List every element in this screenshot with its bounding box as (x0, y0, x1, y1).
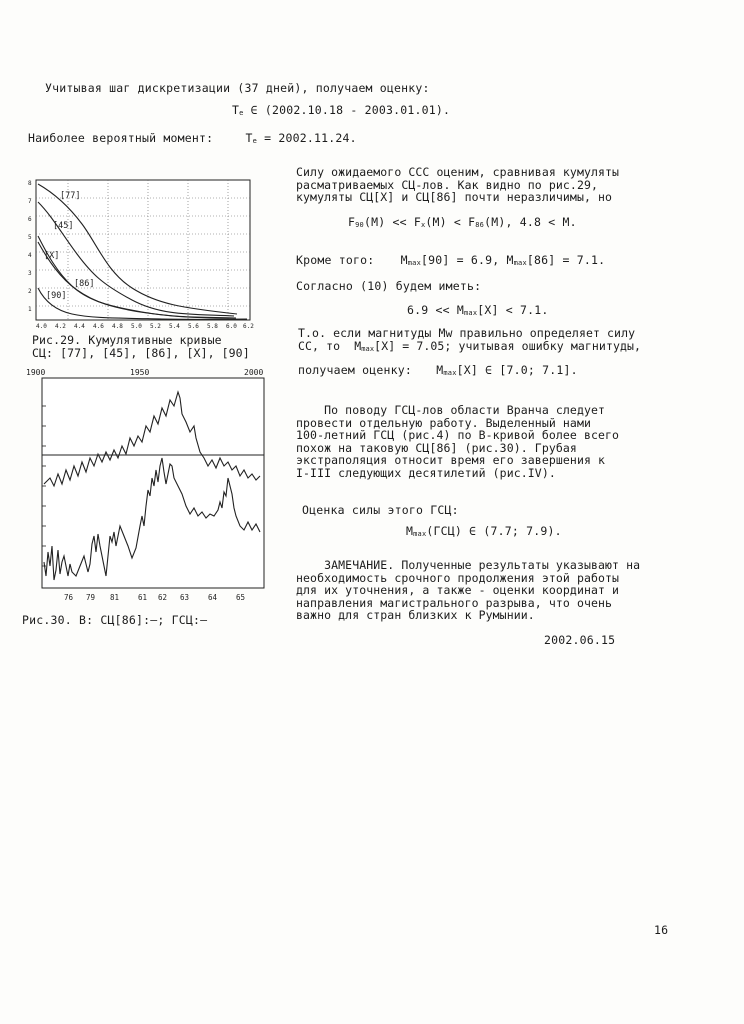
y-tick: 7 (28, 198, 32, 205)
fig29-x-ticks (36, 323, 254, 330)
eq1-sub-x: x (420, 221, 426, 229)
estimate-m: M (436, 363, 444, 377)
bottom-tick: 81 (110, 593, 120, 602)
curve-label-90: [90] (46, 291, 67, 301)
curve-label-x: [X] (44, 251, 60, 261)
x-tick: 5.0 (131, 323, 142, 330)
y-tick: 6 (28, 216, 32, 223)
eq1-mid: (M) << F (363, 215, 421, 229)
magnitude-paragraph (298, 327, 641, 355)
x-tick: 4.6 (93, 323, 104, 330)
x-tick: 5.8 (207, 323, 218, 330)
top-tick-1950: 1950 (130, 368, 150, 377)
curve-label-77: [77] (60, 191, 81, 201)
curve-label-45: [45] (53, 221, 74, 231)
y-tick: 5 (28, 234, 32, 241)
estimate-label: получаем оценку: (298, 363, 412, 377)
y-tick: 4 (28, 252, 32, 259)
estimate-line (298, 364, 578, 380)
mmax-sub-2: max (513, 259, 527, 267)
intro-line: Учитывая шаг дискретизации (37 дней), получаем оценку: (45, 81, 430, 95)
x-tick: 5.2 (150, 323, 161, 330)
most-probable-label: Наиболее вероятный момент: (28, 131, 214, 145)
eq1-sub-86: 86 (475, 221, 485, 229)
time-subscript-2: e (252, 137, 258, 145)
most-probable-line (28, 132, 357, 148)
time-symbol-2: T (245, 131, 253, 145)
eq2-sub: max (464, 309, 478, 317)
bottom-tick: 62 (158, 593, 168, 602)
bottom-tick: 79 (86, 593, 96, 602)
figure-29-cumulative-curves (22, 176, 254, 332)
besides-label: Кроме того: (296, 253, 375, 267)
y-tick: 3 (28, 270, 32, 277)
y-tick: 8 (28, 180, 32, 187)
x-tick: 4.8 (112, 323, 123, 330)
eq2-right: [X] < 7.1. (477, 303, 549, 317)
bottom-tick: 63 (180, 593, 190, 602)
time-symbol: T (232, 103, 240, 117)
eq1-end: (M), 4.8 < M. (484, 215, 577, 229)
estimate-interval-line (232, 104, 450, 120)
estimate-interval: ∈ (2002.10.18 - 2003.01.01). (250, 103, 451, 117)
bottom-tick: 65 (236, 593, 246, 602)
gsc-estimate (406, 525, 562, 541)
x-tick: 6.0 (226, 323, 237, 330)
mmax-90-value: [90] = 6.9, M (421, 253, 514, 267)
x-tick: 6.2 (243, 323, 254, 330)
mmax-sub: max (407, 259, 421, 267)
x-tick: 5.6 (188, 323, 199, 330)
document-date: 2002.06.15 (544, 633, 616, 647)
eq1-mid2: (M) < F (425, 215, 476, 229)
x-tick: 5.4 (169, 323, 180, 330)
eq1-f90: F (348, 215, 356, 229)
paragraph-cumulative-comparison: Силу ожидаемого ССС оценим, сравнивая кумуляты расматриваемых СЦ-лов. Как видно по рис.29, кумуляты СЦ[X] и СЦ[86] почти неразличимы, но (296, 165, 620, 205)
gsc-value: (ГСЦ) ∈ (7.7; 7.9). (426, 524, 562, 538)
x-tick: 4.0 (36, 323, 47, 330)
time-subscript: e (239, 109, 244, 117)
x-tick: 4.4 (74, 323, 85, 330)
inequality-cumulatives (348, 216, 577, 232)
bottom-tick: 61 (138, 593, 148, 602)
vrancea-paragraph: По поводу ГСЦ-лов области Вранча следует провести отдельную работу. Выделенный нами 100-летний ГСЦ (рис.4) по В-кривой более всего похож на таковую СЦ[86] (рис.30). Грубая экстраполяция относит время его завершения к I-III следующих десятилетий (рис.IV). (296, 403, 620, 480)
remark-paragraph: ЗАМЕЧАНИЕ. Полученные результаты указывают на необходимость срочного продолжения этой работы для их уточнения, а также - оценки координат и направления магистрального разрыва, что очень важно для стран близких к Румынии. (296, 558, 641, 623)
eq1-sub-90: 90 (355, 221, 364, 229)
page-number: 16 (654, 923, 669, 937)
top-tick-2000: 2000 (244, 368, 264, 377)
fig29-y-ticks (28, 180, 32, 313)
gsc-strength-line: Оценка силы этого ГСЦ: (302, 503, 459, 517)
besides-line (296, 254, 605, 270)
x-tick: 4.2 (55, 323, 66, 330)
inequality-mmax (407, 304, 549, 320)
gsc-m: M (406, 524, 414, 538)
fig30-bottom-ticks (64, 593, 245, 602)
figure-30-caption: Рис.30. B: СЦ[86]:—; ГСЦ:— (22, 613, 208, 627)
curve-label-86: [86] (74, 279, 95, 289)
bottom-tick: 76 (64, 593, 74, 602)
eq2-left: 6.9 << M (407, 303, 464, 317)
estimate-value: [X] ∈ [7.0; 7.1]. (456, 363, 578, 377)
bottom-tick: 64 (208, 593, 218, 602)
y-tick: 1 (28, 306, 32, 313)
magnitude-text: Т.о. если магнитуды Mw правильно определяет силу СС, то M (298, 326, 636, 353)
top-tick-1900: 1900 (26, 368, 46, 377)
mmax-86-value: [86] = 7.1. (526, 253, 606, 267)
y-tick: 2 (28, 288, 32, 295)
magnitude-text-2: [X] = 7.05; учитывая ошибку магнитуды, (374, 338, 642, 353)
most-probable-value: = 2002.11.24. (264, 131, 357, 145)
mmax-symbol: M (400, 253, 408, 267)
magnitude-sub: max (361, 344, 375, 353)
figure-30-b-curves (24, 366, 268, 606)
estimate-sub: max (443, 369, 457, 377)
gsc-sub: max (413, 530, 427, 538)
according-line: Согласно (10) будем иметь: (296, 279, 482, 293)
figure-29-caption: Рис.29. Кумулятивные кривые СЦ: [77], [45], [86], [X], [90] (32, 333, 250, 360)
